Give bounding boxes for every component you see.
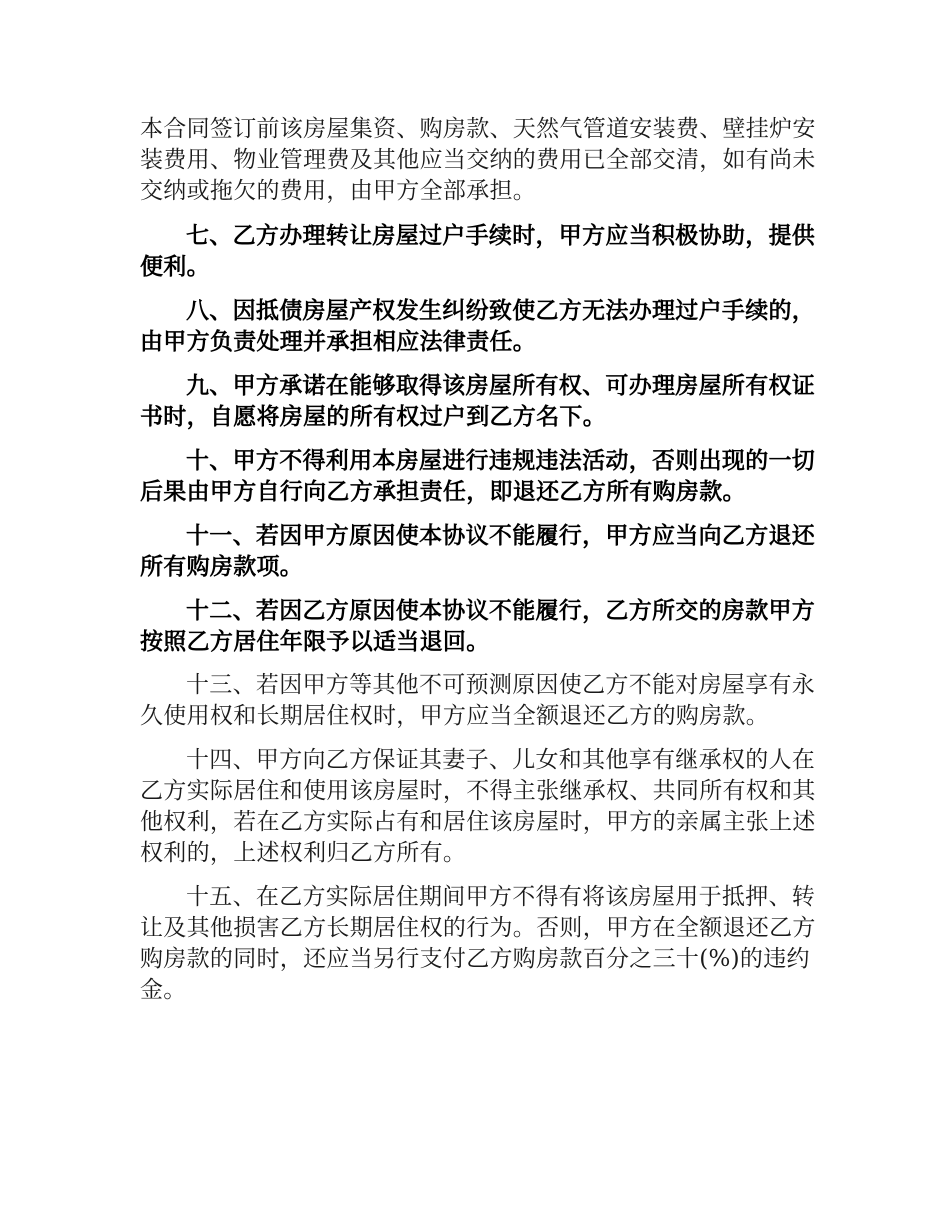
clause-9-paragraph: 九、甲方承诺在能够取得该房屋所有权、可办理房屋所有权证书时，自愿将房屋的所有权过户到乙方名下。: [140, 372, 816, 430]
clause-8-paragraph: 八、因抵债房屋产权发生纠纷致使乙方无法办理过户手续的，由甲方负责处理并承担相应法律责任。: [140, 297, 816, 355]
clause-14-paragraph: 十四、甲方向乙方保证其妻子、儿女和其他享有继承权的人在乙方实际居住和使用该房屋时，不得主张继承权、共同所有权和其他权利，若在乙方实际占有和居住该房屋时，甲方的亲属主张上述权利的，上述权利归乙方所有。: [140, 747, 816, 866]
clause-15-paragraph: 十五、在乙方实际居住期间甲方不得有将该房屋用于抵押、转让及其他损害乙方长期居住权的行为。否则，甲方在全额退还乙方购房款的同时，还应当另行支付乙方购房款百分之三十(%)的违约金。: [140, 884, 816, 1003]
clause-11-paragraph: 十一、若因甲方原因使本协议不能履行，甲方应当向乙方退还所有购房款项。: [140, 522, 816, 580]
clause-7-paragraph: 七、乙方办理转让房屋过户手续时，甲方应当积极协助，提供便利。: [140, 222, 816, 280]
clause-12-paragraph: 十二、若因乙方原因使本协议不能履行，乙方所交的房款甲方按照乙方居住年限予以适当退回。: [140, 597, 816, 655]
clause-13-paragraph: 十三、若因甲方等其他不可预测原因使乙方不能对房屋享有永久使用权和长期居住权时，甲方应当全额退还乙方的购房款。: [140, 672, 816, 729]
clause-fees-paragraph: 本合同签订前该房屋集资、购房款、天然气管道安装费、壁挂炉安装费用、物业管理费及其他应当交纳的费用已全部交清，如有尚未交纳或拖欠的费用，由甲方全部承担。: [140, 116, 816, 204]
document-page: [140, 114, 830, 1019]
clause-10-paragraph: 十、甲方不得利用本房屋进行违规违法活动，否则出现的一切后果由甲方自行向乙方承担责任，即退还乙方所有购房款。: [140, 447, 816, 505]
